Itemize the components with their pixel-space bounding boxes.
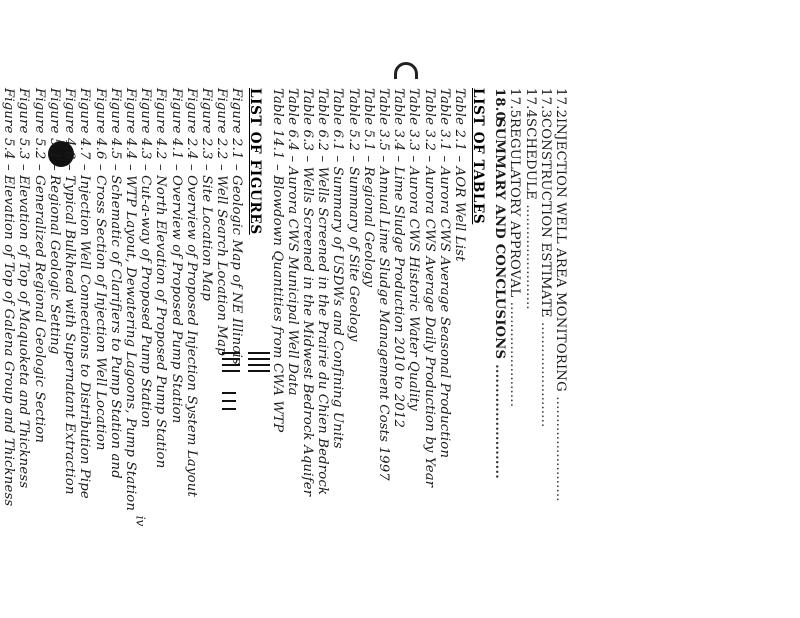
toc-line: 17.3CONSTRUCTION ESTIMATE ........................ [537, 88, 553, 428]
table-entry: Table 6.3 – Wells Screened in the Midwest Bedrock Aquifer [299, 88, 315, 497]
table-entry: Table 5.1 – Regional Geology [360, 88, 376, 288]
table-entry: Table 3.3 – Aurora CWS Historic Water Quality [406, 88, 422, 411]
figure-entry: Figure 5.1 – Regional Geologic Setting [46, 88, 62, 355]
table-entry: Table 14.1 – Blowdown Quantities from CWA WTP [269, 88, 285, 433]
tables-list [269, 88, 467, 618]
table-entry: Table 3.1 – Aurora CWS Average Seasonal Production [436, 88, 452, 459]
table-entry: Table 6.2 – Wells Screened in the Prairie du Chien Bedrock [315, 88, 331, 496]
toc-line: 17.4SCHEDULE ........................ [522, 88, 538, 310]
table-entry: Table 6.4 – Aurora CWS Municipal Well Data [284, 88, 300, 396]
figure-entry: Figure 5.2 – Generalized Regional Geologic Section [31, 88, 47, 444]
page-number: iv [133, 515, 148, 527]
figure-entry: Figure 2.4 – Overview of Proposed Injection System Layout [183, 88, 199, 497]
figure-entry: Figure 4.5 – Schematic of Clarifiers to Pump Station and [107, 88, 123, 479]
figure-entry: Figure 4.8 – Typical Bulkhead with Supernatant Extraction [62, 88, 78, 495]
toc-line: 17.2INJECTION WELL AREA MONITORING ........................ [553, 88, 568, 502]
list-of-tables-heading: LIST OF TABLES [469, 88, 486, 225]
figures-list [0, 88, 244, 618]
figure-entry: Figure 4.1 – Overview of Proposed Pump Station [168, 88, 184, 424]
figure-entry [0, 88, 1, 618]
figure-entry: Figure 5.3 – Elevation of Top of Maquoketa and Thickness [16, 88, 32, 489]
toc-line: 17.5REGULATORY APPROVAL ........................ [507, 88, 523, 408]
table-entry: Table 6.1 – Summary of USDWs and Confining Units [330, 88, 346, 449]
figure-entry: Figure 4.4 – WTP Layout, Dewatering Lagoons, Pump Station [122, 88, 138, 512]
figure-entry: Figure 4.2 – North Elevation of Proposed Pump Station [153, 88, 169, 469]
toc-line: 18.0SUMMARY AND CONCLUSIONS ........................ [492, 88, 508, 480]
binder-ring [394, 62, 418, 79]
figure-entry: Figure 2.2 – Well Search Location Map [214, 88, 230, 356]
toc-continued [492, 88, 568, 618]
figure-entry: Figure 2.1 – Geologic Map of NE Illinois [229, 88, 245, 365]
table-entry: Table 5.2 – Summary of Site Geology [345, 88, 361, 342]
table-entry: Table 3.5 – Annual Lime Sludge Management Costs 1997 [375, 88, 391, 481]
figure-entry: Figure 4.7 – Injection Well Connections to Distribution Pipe [77, 88, 93, 499]
figure-entry: Figure 5.4 – Elevation of Top of Galena Group and Thickness [1, 88, 17, 507]
table-entry: Table 3.2 – Aurora CWS Average Daily Production by Year [421, 88, 437, 488]
figure-entry: Figure 4.6 – Cross Section of Injection Well Location [92, 88, 108, 451]
rotated-document-content [1, 88, 568, 618]
table-entry: Table 3.4 – Lime Sludge Production 2010 to 2012 [391, 88, 407, 429]
list-of-figures-heading: LIST OF FIGURES [247, 88, 264, 235]
figure-entry: Figure 2.3 – Site Location Map [198, 88, 214, 301]
figure-entry: Figure 4.3 – Cut-a-way of Proposed Pump Station [138, 88, 154, 428]
table-entry: Table 2.1 – AOR Well List [451, 88, 467, 262]
